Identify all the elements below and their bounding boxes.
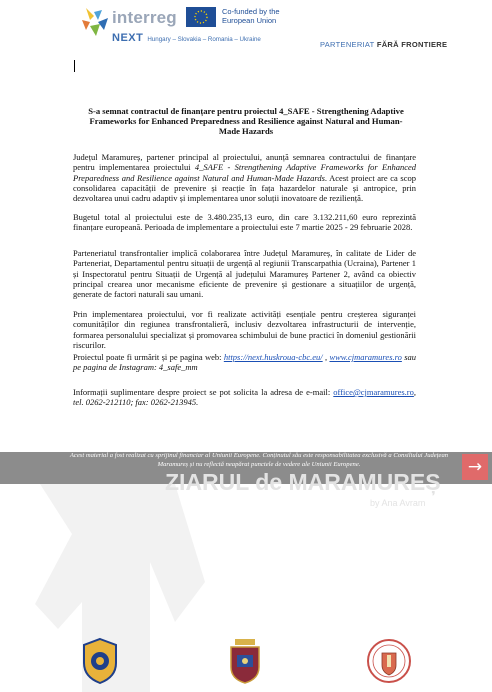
eu-disclaimer: Acest material a fost realizat cu sprijinul financiar al Uniunii Europene. Conținutul său este responsabilitatea exclusivă a Consiliului Județean Maramureș și nu reflectă neapărat punctele de vedere ale Uniunii Europene. — [69, 452, 449, 468]
coat-of-arms-icon — [225, 637, 265, 685]
program-name: NEXT — [112, 32, 144, 44]
brand-name: interreg — [112, 8, 177, 27]
p5-text-b: sau pe pagina de Instagram: 4_safe_mm — [73, 352, 417, 373]
tagline-suffix: FĂRĂ FRONTIERE — [376, 40, 448, 49]
header-tagline — [320, 40, 447, 49]
paragraph-announcement — [73, 152, 416, 203]
eu-cofund-text: Co-funded by the European Union — [222, 7, 280, 25]
program-countries: Hungary – Slovakia – Romania – Ukraine — [147, 36, 261, 43]
tagline-prefix: PARTENERIAT — [320, 40, 375, 49]
interreg-star-logo — [80, 6, 110, 42]
p5-text-a: Proiectul poate fi urmărit și pe pagina web: — [73, 352, 224, 362]
p6-text-b: , tel. 0262-212110; fax: 0262-213945. — [73, 387, 416, 408]
paragraph-links — [73, 352, 416, 373]
paragraph-partnership: Parteneriatul transfrontalier implică colaborarea între Județul Maramureș, în calitate de Lider de Parteneriat, Departamentul pentru situații de urgență al regiunii Transcarpathia (Ucraina), Partener 1 și Inspectoratul pentru Situații de Urgență al județului Maramureș Partener 2, având ca obiectiv principal crearea unor mecanisme eficiente de prevenire și gestionare a situațiilor de urgență, generate de factori naturali sau umani. — [73, 248, 416, 300]
eu-flag-icon — [186, 7, 216, 27]
watermark-title: ZIARUL de MARAMUREȘ — [165, 469, 441, 495]
emblem-icon — [366, 637, 412, 685]
paragraph-activities: Prin implementarea proiectului, vor fi realizate activități esențiale pentru creșterea siguranței comunităților din regiunea transfrontalieră, inclusiv dezvoltarea infrastructurii de intervenție, formarea personalului specializat și promovarea schimbului de bune practici în domeniul gestionării riscurilor. — [73, 309, 416, 350]
project-website-link[interactable]: https://next.huskroua-cbc.eu/ — [223, 352, 323, 362]
council-website-link[interactable]: www.cjmaramures.ro — [329, 352, 402, 362]
seal-icon — [80, 637, 120, 685]
document-header — [0, 0, 492, 60]
paragraph-contact — [73, 387, 416, 408]
p5-separator: , — [322, 352, 330, 362]
project-name: 4_SAFE - Strengthening Adaptive Frameworks for Enhanced Preparedness and Resilience against Natural and Human-Made Hazards — [73, 162, 416, 183]
arrow-right-icon[interactable]: → — [462, 454, 488, 480]
text-cursor — [74, 60, 75, 72]
email-link[interactable]: office@cjmaramures.ro — [333, 387, 414, 397]
program-line — [112, 32, 261, 44]
document-title: S-a semnat contractul de finanțare pentru proiectul 4_SAFE - Strengthening Adaptive Frameworks for Enhanced Preparedness and Resilience against Natural and Human-Made Hazards — [88, 106, 404, 136]
paragraph-budget: Bugetul total al proiectului este de 3.480.235,13 euro, din care 3.132.211,60 euro reprezintă finanțare europeană. Perioada de implementare a proiectului este 7 martie 2025 - 29 februarie 2028. — [73, 212, 416, 233]
p1-text-a: Județul Maramureș, partener principal al proiectului, anunță semnarea contractului de finanțare pentru implementarea proiectului — [73, 152, 416, 173]
watermark-subtitle: by Ana Avram — [370, 498, 426, 508]
p1-text-b: . Acest proiect are ca scop consolidarea capacității de prevenire și reacție în fața hazardelor naturale și antropice, prin dezvoltarea unui cadru adaptiv și implementarea unor soluții inovatoare de reziliență. — [73, 172, 416, 204]
p6-text-a: Informații suplimentare despre proiect se pot solicita la adresa de e-mail: — [73, 387, 334, 397]
